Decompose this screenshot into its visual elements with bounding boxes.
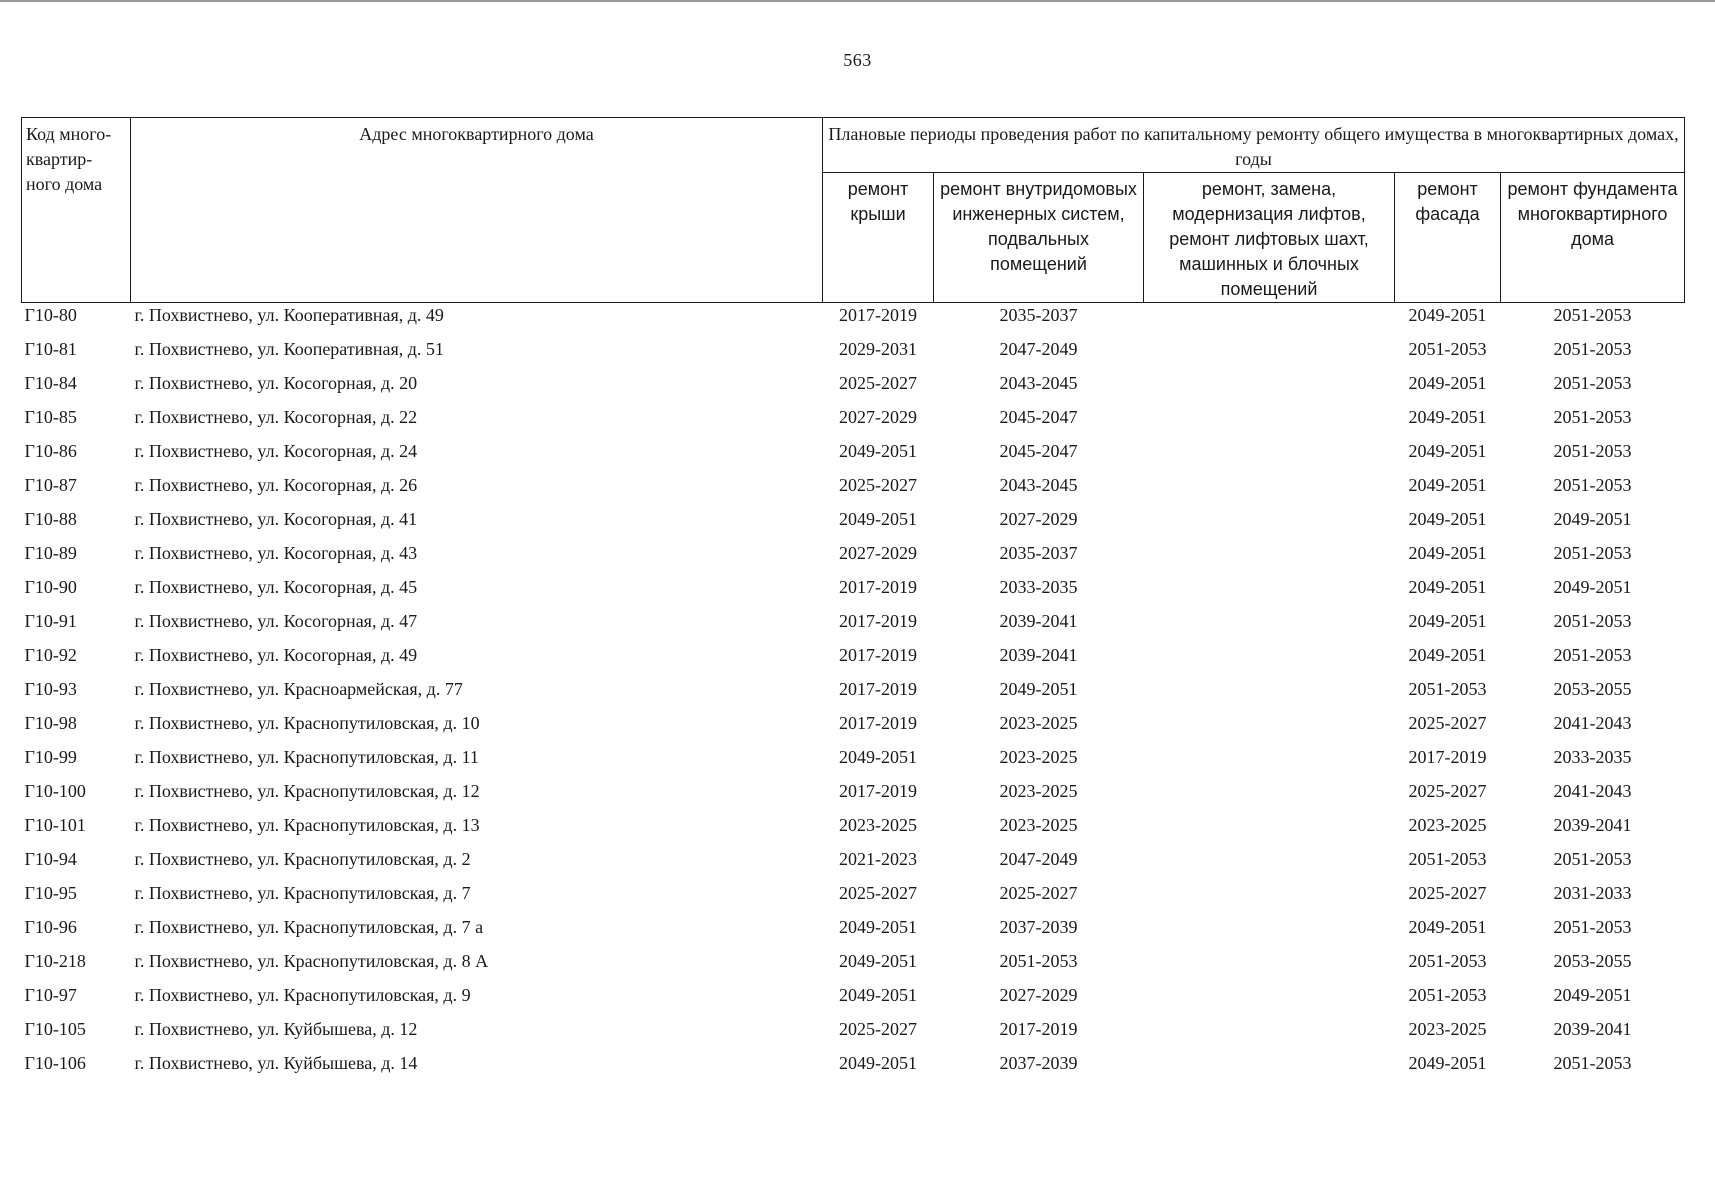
cell-facade: 2025-2027 — [1408, 781, 1487, 801]
cell-foundation: 2051-2053 — [1553, 849, 1632, 869]
table-row — [22, 813, 1685, 847]
cell-address: г. Похвистнево, ул. Краснопутиловская, д. 2 — [134, 849, 471, 869]
cell-foundation: 2053-2055 — [1553, 679, 1632, 699]
cell-address: г. Похвистнево, ул. Косогорная, д. 26 — [134, 475, 418, 495]
cell-foundation: 2051-2053 — [1553, 373, 1632, 393]
cell-lifts — [1144, 711, 1395, 745]
cell-lifts — [1144, 609, 1395, 643]
cell-address: г. Похвистнево, ул. Косогорная, д. 22 — [134, 407, 418, 427]
cell-facade: 2051-2053 — [1408, 985, 1487, 1005]
cell-foundation: 2051-2053 — [1553, 917, 1632, 937]
header-address: Адрес многоквартирного дома — [131, 118, 823, 303]
table-row — [22, 779, 1685, 813]
cell-roof: 2025-2027 — [839, 883, 917, 903]
cell-code: Г10-101 — [24, 815, 86, 835]
cell-code: Г10-98 — [24, 713, 77, 733]
cell-foundation: 2041-2043 — [1553, 713, 1632, 733]
cell-engineering: 2043-2045 — [999, 373, 1078, 393]
cell-roof: 2017-2019 — [839, 611, 917, 631]
table-row — [22, 439, 1685, 473]
cell-address: г. Похвистнево, ул. Косогорная, д. 43 — [134, 543, 418, 563]
cell-foundation: 2049-2051 — [1553, 509, 1632, 529]
cell-facade: 2025-2027 — [1408, 883, 1487, 903]
table-row — [22, 881, 1685, 915]
table-row — [22, 915, 1685, 949]
cell-code: Г10-86 — [24, 441, 77, 461]
table-row — [22, 949, 1685, 983]
cell-lifts — [1144, 677, 1395, 711]
cell-roof: 2027-2029 — [839, 407, 917, 427]
cell-address: г. Похвистнево, ул. Косогорная, д. 47 — [134, 611, 418, 631]
cell-engineering: 2039-2041 — [999, 645, 1078, 665]
cell-foundation: 2049-2051 — [1553, 985, 1632, 1005]
cell-lifts — [1144, 303, 1395, 338]
cell-lifts — [1144, 881, 1395, 915]
cell-facade: 2049-2051 — [1408, 305, 1487, 325]
cell-address: г. Похвистнево, ул. Краснопутиловская, д. 12 — [134, 781, 480, 801]
table-row — [22, 371, 1685, 405]
cell-lifts — [1144, 813, 1395, 847]
cell-address: г. Похвистнево, ул. Краснопутиловская, д. 10 — [134, 713, 480, 733]
cell-roof: 2049-2051 — [839, 441, 917, 461]
cell-engineering: 2049-2051 — [999, 679, 1078, 699]
table-row — [22, 609, 1685, 643]
cell-roof: 2049-2051 — [839, 917, 917, 937]
cell-foundation: 2033-2035 — [1553, 747, 1632, 767]
cell-facade: 2023-2025 — [1408, 815, 1487, 835]
table-header — [22, 118, 1685, 303]
cell-facade: 2049-2051 — [1408, 441, 1487, 461]
cell-engineering: 2023-2025 — [999, 781, 1078, 801]
cell-address: г. Похвистнево, ул. Краснопутиловская, д. 7 а — [134, 917, 484, 937]
table-row — [22, 983, 1685, 1017]
cell-code: Г10-94 — [24, 849, 77, 869]
header-code: Код много-квартир-ного дома — [22, 118, 131, 303]
cell-roof: 2049-2051 — [839, 509, 917, 529]
cell-foundation: 2039-2041 — [1553, 815, 1632, 835]
table-row — [22, 507, 1685, 541]
cell-roof: 2027-2029 — [839, 543, 917, 563]
cell-address: г. Похвистнево, ул. Косогорная, д. 49 — [134, 645, 418, 665]
repair-plan-table — [21, 117, 1685, 1085]
cell-engineering: 2035-2037 — [999, 305, 1078, 325]
table-row — [22, 473, 1685, 507]
cell-lifts — [1144, 337, 1395, 371]
table-row — [22, 1051, 1685, 1085]
cell-lifts — [1144, 575, 1395, 609]
cell-engineering: 2045-2047 — [999, 441, 1078, 461]
cell-code: Г10-106 — [24, 1053, 86, 1073]
header-planned-periods: Плановые периоды проведения работ по капитальному ремонту общего имущества в многоквартирных домах, годы — [823, 118, 1685, 173]
table-row — [22, 575, 1685, 609]
cell-facade: 2049-2051 — [1408, 407, 1487, 427]
cell-roof: 2021-2023 — [839, 849, 917, 869]
cell-facade: 2051-2053 — [1408, 849, 1487, 869]
cell-facade: 2049-2051 — [1408, 917, 1487, 937]
header-lifts: ремонт, замена, модернизация лифтов, ремонт лифтовых шахт, машинных и блочных помещений — [1144, 173, 1395, 303]
cell-code: Г10-84 — [24, 373, 77, 393]
cell-facade: 2049-2051 — [1408, 543, 1487, 563]
cell-address: г. Похвистнево, ул. Кооперативная, д. 49 — [134, 305, 444, 325]
cell-address: г. Похвистнево, ул. Красноармейская, д. 77 — [134, 679, 463, 699]
cell-address: г. Похвистнево, ул. Косогорная, д. 41 — [134, 509, 418, 529]
cell-engineering: 2017-2019 — [999, 1019, 1078, 1039]
cell-code: Г10-81 — [24, 339, 77, 359]
cell-address: г. Похвистнево, ул. Краснопутиловская, д. 8 А — [134, 951, 489, 971]
cell-address: г. Похвистнево, ул. Косогорная, д. 45 — [134, 577, 418, 597]
cell-code: Г10-87 — [24, 475, 77, 495]
cell-facade: 2017-2019 — [1408, 747, 1487, 767]
header-foundation: ремонт фундамента многоквартирного дома — [1501, 173, 1685, 303]
cell-lifts — [1144, 371, 1395, 405]
cell-roof: 2017-2019 — [839, 679, 917, 699]
cell-engineering: 2043-2045 — [999, 475, 1078, 495]
cell-engineering: 2047-2049 — [999, 849, 1078, 869]
cell-code: Г10-91 — [24, 611, 77, 631]
cell-lifts — [1144, 1051, 1395, 1085]
cell-engineering: 2051-2053 — [999, 951, 1078, 971]
cell-roof: 2025-2027 — [839, 373, 917, 393]
table-row — [22, 1017, 1685, 1051]
cell-foundation: 2051-2053 — [1553, 543, 1632, 563]
table-row — [22, 405, 1685, 439]
cell-lifts — [1144, 745, 1395, 779]
cell-facade: 2049-2051 — [1408, 611, 1487, 631]
cell-roof: 2017-2019 — [839, 781, 917, 801]
cell-code: Г10-218 — [24, 951, 86, 971]
cell-roof: 2017-2019 — [839, 577, 917, 597]
header-engineering: ремонт внутридомовых инженерных систем, подвальных помещений — [934, 173, 1144, 303]
cell-address: г. Похвистнево, ул. Кооперативная, д. 51 — [134, 339, 444, 359]
cell-address: г. Похвистнево, ул. Косогорная, д. 24 — [134, 441, 418, 461]
cell-address: г. Похвистнево, ул. Краснопутиловская, д. 11 — [134, 747, 479, 767]
cell-foundation: 2051-2053 — [1553, 305, 1632, 325]
cell-roof: 2029-2031 — [839, 339, 917, 359]
cell-facade: 2051-2053 — [1408, 951, 1487, 971]
cell-code: Г10-105 — [24, 1019, 86, 1039]
cell-engineering: 2035-2037 — [999, 543, 1078, 563]
cell-address: г. Похвистнево, ул. Куйбышева, д. 12 — [134, 1019, 418, 1039]
cell-roof: 2017-2019 — [839, 645, 917, 665]
cell-code: Г10-90 — [24, 577, 77, 597]
cell-facade: 2049-2051 — [1408, 509, 1487, 529]
cell-lifts — [1144, 507, 1395, 541]
cell-foundation: 2051-2053 — [1553, 645, 1632, 665]
cell-code: Г10-88 — [24, 509, 77, 529]
cell-address: г. Похвистнево, ул. Краснопутиловская, д. 7 — [134, 883, 471, 903]
cell-facade: 2049-2051 — [1408, 1053, 1487, 1073]
table-row — [22, 745, 1685, 779]
cell-code: Г10-85 — [24, 407, 77, 427]
top-scan-rule — [0, 0, 1715, 2]
cell-facade: 2025-2027 — [1408, 713, 1487, 733]
cell-lifts — [1144, 643, 1395, 677]
page-number: 563 — [843, 50, 872, 70]
cell-foundation: 2039-2041 — [1553, 1019, 1632, 1039]
cell-roof: 2017-2019 — [839, 713, 917, 733]
cell-lifts — [1144, 405, 1395, 439]
cell-roof: 2049-2051 — [839, 1053, 917, 1073]
cell-engineering: 2045-2047 — [999, 407, 1078, 427]
cell-facade: 2049-2051 — [1408, 577, 1487, 597]
cell-roof: 2025-2027 — [839, 1019, 917, 1039]
cell-address: г. Похвистнево, ул. Куйбышева, д. 14 — [134, 1053, 418, 1073]
table-row — [22, 711, 1685, 745]
table-row — [22, 303, 1685, 338]
cell-code: Г10-80 — [24, 305, 77, 325]
table-row — [22, 847, 1685, 881]
cell-roof: 2023-2025 — [839, 815, 917, 835]
cell-foundation: 2041-2043 — [1553, 781, 1632, 801]
cell-engineering: 2037-2039 — [999, 917, 1078, 937]
cell-foundation: 2053-2055 — [1553, 951, 1632, 971]
cell-foundation: 2051-2053 — [1553, 611, 1632, 631]
cell-lifts — [1144, 949, 1395, 983]
cell-roof: 2025-2027 — [839, 475, 917, 495]
cell-foundation: 2031-2033 — [1553, 883, 1632, 903]
cell-roof: 2049-2051 — [839, 747, 917, 767]
cell-lifts — [1144, 541, 1395, 575]
table-row — [22, 541, 1685, 575]
cell-facade: 2051-2053 — [1408, 679, 1487, 699]
cell-lifts — [1144, 779, 1395, 813]
cell-facade: 2049-2051 — [1408, 475, 1487, 495]
cell-lifts — [1144, 915, 1395, 949]
table-row — [22, 643, 1685, 677]
cell-lifts — [1144, 847, 1395, 881]
cell-code: Г10-96 — [24, 917, 77, 937]
cell-roof: 2017-2019 — [839, 305, 917, 325]
cell-lifts — [1144, 473, 1395, 507]
cell-facade: 2049-2051 — [1408, 645, 1487, 665]
cell-code: Г10-95 — [24, 883, 77, 903]
cell-facade: 2051-2053 — [1408, 339, 1487, 359]
cell-foundation: 2051-2053 — [1553, 1053, 1632, 1073]
cell-facade: 2049-2051 — [1408, 373, 1487, 393]
cell-lifts — [1144, 983, 1395, 1017]
cell-foundation: 2051-2053 — [1553, 441, 1632, 461]
cell-roof: 2049-2051 — [839, 951, 917, 971]
cell-address: г. Похвистнево, ул. Косогорная, д. 20 — [134, 373, 418, 393]
table-row — [22, 677, 1685, 711]
cell-engineering: 2033-2035 — [999, 577, 1078, 597]
header-facade: ремонт фасада — [1395, 173, 1501, 303]
cell-engineering: 2047-2049 — [999, 339, 1078, 359]
table-row — [22, 337, 1685, 371]
cell-engineering: 2039-2041 — [999, 611, 1078, 631]
cell-engineering: 2025-2027 — [999, 883, 1078, 903]
cell-lifts — [1144, 439, 1395, 473]
cell-address: г. Похвистнево, ул. Краснопутиловская, д. 13 — [134, 815, 480, 835]
cell-roof: 2049-2051 — [839, 985, 917, 1005]
cell-engineering: 2023-2025 — [999, 815, 1078, 835]
cell-foundation: 2051-2053 — [1553, 407, 1632, 427]
cell-lifts — [1144, 1017, 1395, 1051]
cell-engineering: 2027-2029 — [999, 509, 1078, 529]
cell-code: Г10-100 — [24, 781, 86, 801]
cell-facade: 2023-2025 — [1408, 1019, 1487, 1039]
cell-foundation: 2049-2051 — [1553, 577, 1632, 597]
cell-engineering: 2027-2029 — [999, 985, 1078, 1005]
header-roof: ремонт крыши — [823, 173, 934, 303]
cell-code: Г10-97 — [24, 985, 77, 1005]
cell-code: Г10-99 — [24, 747, 77, 767]
cell-code: Г10-93 — [24, 679, 77, 699]
table-body — [22, 303, 1685, 1086]
cell-foundation: 2051-2053 — [1553, 339, 1632, 359]
cell-code: Г10-92 — [24, 645, 77, 665]
cell-engineering: 2023-2025 — [999, 747, 1078, 767]
cell-code: Г10-89 — [24, 543, 77, 563]
cell-foundation: 2051-2053 — [1553, 475, 1632, 495]
cell-engineering: 2023-2025 — [999, 713, 1078, 733]
cell-engineering: 2037-2039 — [999, 1053, 1078, 1073]
cell-address: г. Похвистнево, ул. Краснопутиловская, д. 9 — [134, 985, 471, 1005]
